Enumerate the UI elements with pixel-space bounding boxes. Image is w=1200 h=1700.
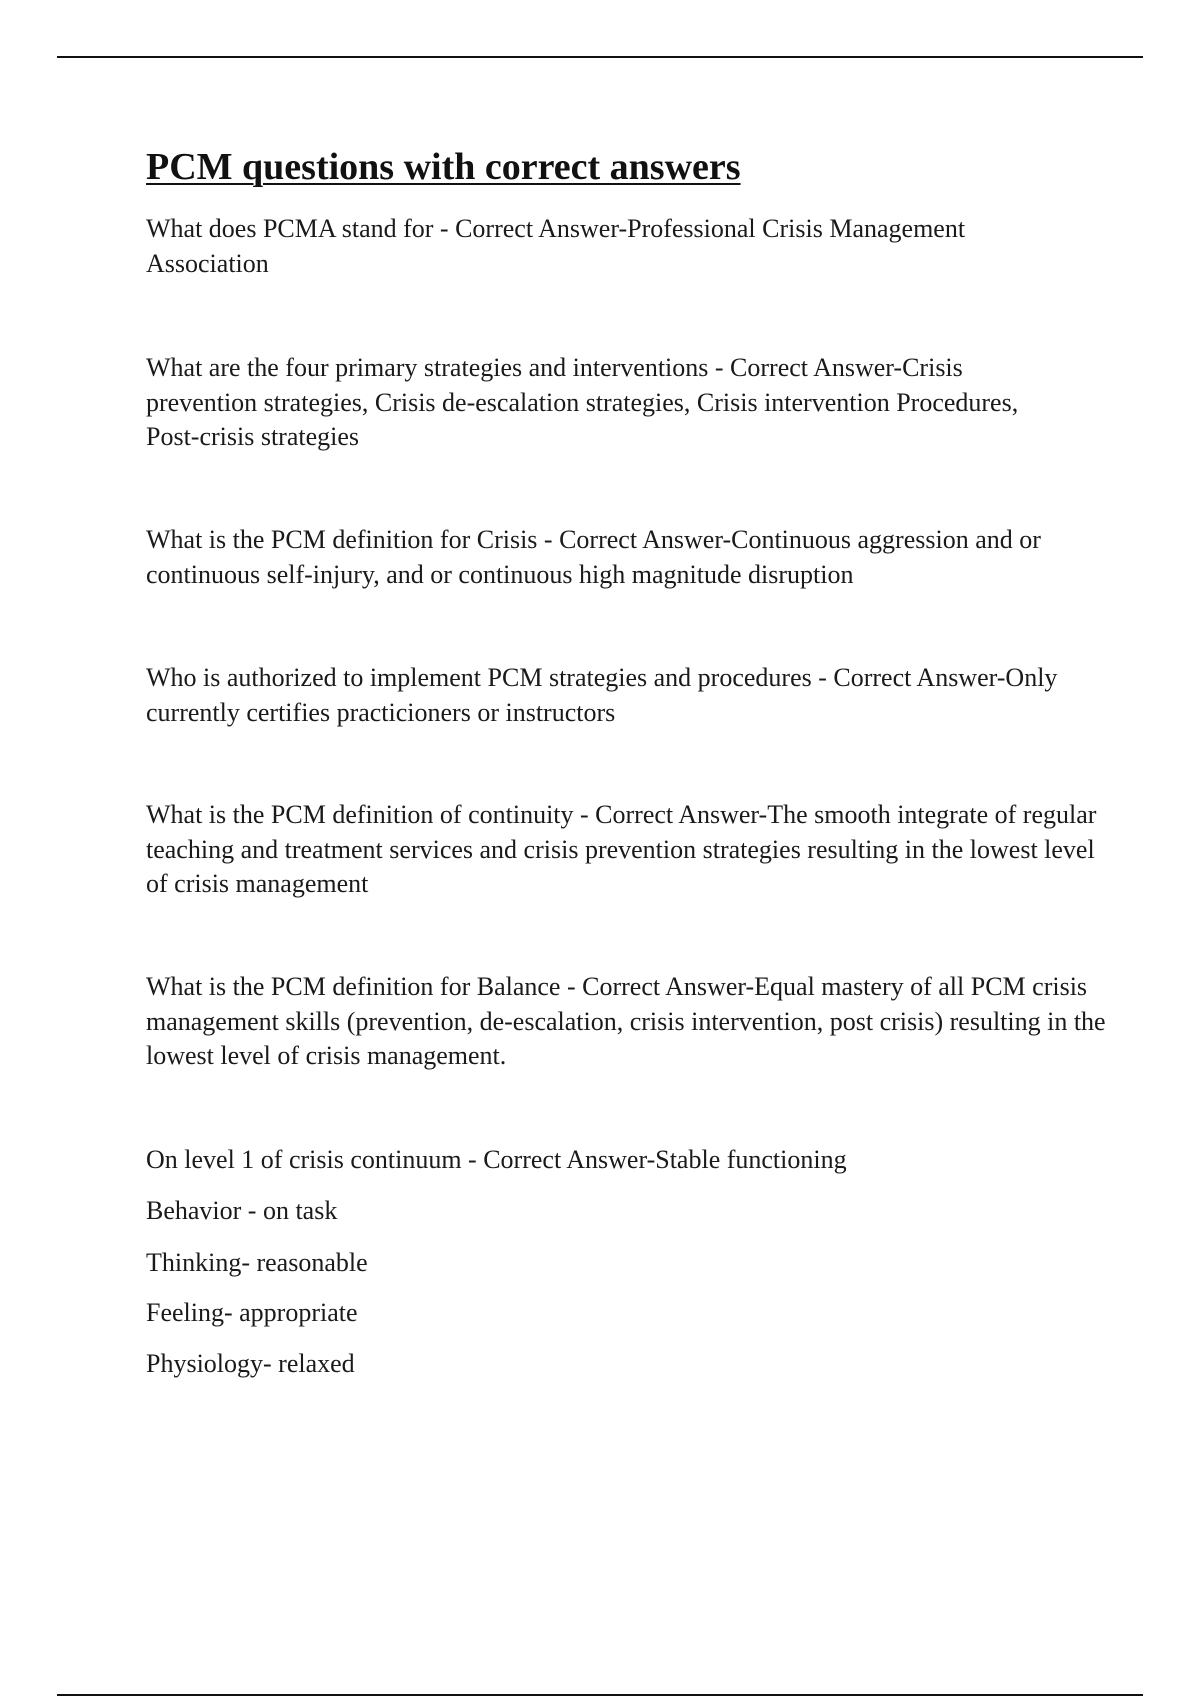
top-rule [57,56,1143,58]
bottom-rule [57,1694,1143,1696]
qa-entry: What are the four primary strategies and interventions - Correct Answer-Crisis prevention strategies, Crisis de-escalation strategies, Crisis intervention Procedures, Post-crisis strategies [146,353,1019,451]
level1-detail-physiology: Physiology- relaxed [146,1349,355,1378]
level1-detail-behavior: Behavior - on task [146,1196,338,1225]
qa-entry: What does PCMA stand for - Correct Answer-Professional Crisis Management Association [146,214,966,278]
qa-entry: What is the PCM definition for Balance - Correct Answer-Equal mastery of all PCM crisis management skills (prevention, de-escalation, crisis intervention, post crisis) resulting in the lowest level of crisis management. [146,972,1106,1070]
qa-entry: Who is authorized to implement PCM strategies and procedures - Correct Answer-Only currently certifies practicioners or instructors [146,663,1058,727]
qa-entry: What is the PCM definition for Crisis - Correct Answer-Continuous aggression and or continuous self-injury, and or continuous high magnitude disruption [146,525,1041,589]
level1-detail-thinking: Thinking- reasonable [146,1248,368,1277]
qa-entry: What is the PCM definition of continuity - Correct Answer-The smooth integrate of regular teaching and treatment services and crisis prevention strategies resulting in the lowest level of crisis management [146,800,1097,898]
document-body [146,144,1106,1378]
level1-detail-feeling: Feeling- appropriate [146,1298,358,1327]
document-title: PCM questions with correct answers [146,146,741,188]
qa-entry: On level 1 of crisis continuum - Correct Answer-Stable functioning [146,1145,847,1174]
